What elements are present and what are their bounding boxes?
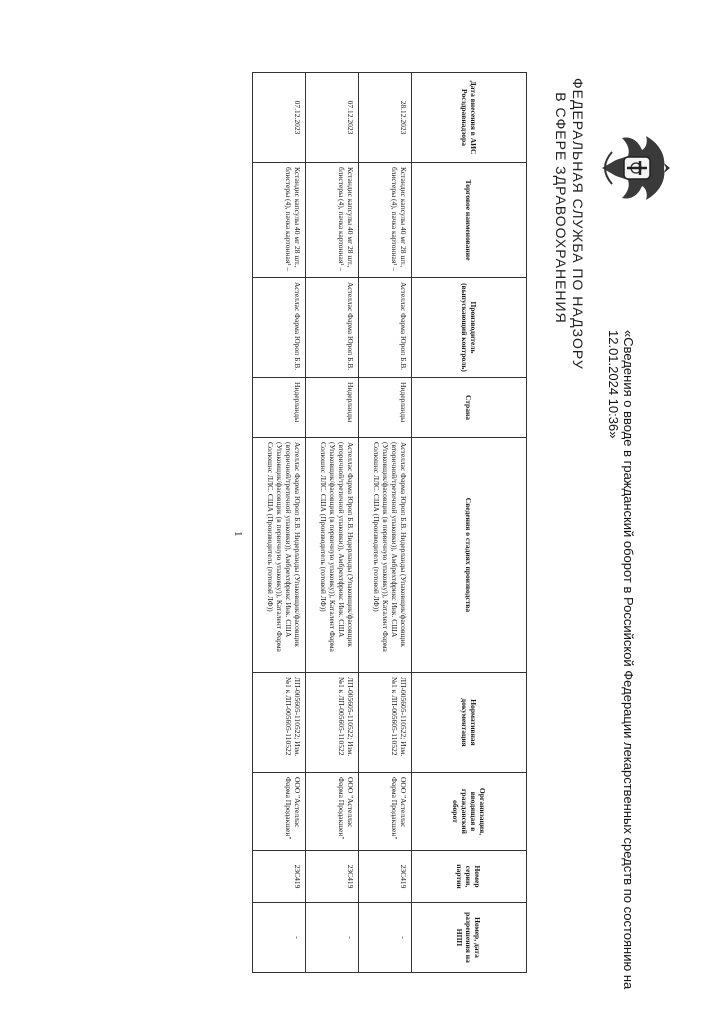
cell-manufacturer: Астеллас Фарма Юроп Б.В. [306, 278, 359, 378]
cell-date: 07.12.2023 [306, 73, 359, 163]
cell-permit: - [306, 903, 359, 973]
cell-organization: ООО "Астеллас Фарма Продакшен" [359, 773, 412, 851]
cell-series: 23C419 [306, 851, 359, 903]
cell-series: 23C419 [253, 851, 306, 903]
cell-date: 07.12.2023 [253, 73, 306, 163]
cell-date: 28.12.2023 [359, 73, 412, 163]
document-title: «Сведения о вводе в гражданский оборот в Российской Федерации лекарственных средств по состоянию на 12.01.2024 10:36» [606, 330, 636, 990]
header-country: Страна [412, 378, 527, 438]
header-date: Дата внесения в АИС Росздравнадзора [412, 73, 527, 163]
cell-country: Нидерланды [359, 378, 412, 438]
header-manufacturer: Производитель (выпускающий контроль) [412, 278, 527, 378]
cell-trade-name: Кстандис капсулы 40 мг 28 шт., блистеры (4), пачка картонная¹ – [306, 163, 359, 278]
double-headed-eagle-emblem-icon [594, 130, 676, 206]
header-permit: Номер, дата разрешения на НПП [412, 903, 527, 973]
cell-organization: ООО "Астеллас Фарма Продакшен" [306, 773, 359, 851]
header-organization: Организация, вводящая в гражданский оборот [412, 773, 527, 851]
cell-series: 23C419 [359, 851, 412, 903]
cell-organization: ООО "Астеллас Фарма Продакшен" [253, 773, 306, 851]
agency-name-line-2: В СФЕРЕ ЗДРАВООХРАНЕНИЯ [553, 92, 569, 324]
cell-manufacturer: Астеллас Фарма Юроп Б.В. [253, 278, 306, 378]
agency-name [552, 78, 586, 370]
table-row [359, 73, 412, 973]
cell-trade-name: Кстандис капсулы 40 мг 28 шт., блистеры (4), пачка картонная¹ – [253, 163, 306, 278]
agency-name-line-1: ФЕДЕРАЛЬНАЯ СЛУЖБА ПО НАДЗОРУ [570, 78, 586, 370]
cell-manufacturer: Астеллас Фарма Юроп Б.В. [359, 278, 412, 378]
header-normative: Нормативная документация [412, 673, 527, 773]
cell-trade-name: Кстандис капсулы 40 мг 28 шт., блистеры (4), пачка картонная¹ – [359, 163, 412, 278]
table-row [306, 73, 359, 973]
cell-stages: Астеллас Фарма Юроп Б.В. Нидерланды (Упаковщик/фасовщик (вторичной/третичной упаковки)), Амбрехтфрикс Инк. США (Упаковщик/фасовщик (в первичную упаковку)), Каталент Фарма Солюшнс ЛЛС. США (Производитель (готовой ЛФ)) [359, 438, 412, 673]
cell-permit: - [253, 903, 306, 973]
cell-country: Нидерланды [306, 378, 359, 438]
header-trade-name: Торговое наименование [412, 163, 527, 278]
cell-normative: ЛП-005605-110522; Изм. №1 к ЛП-005605-110522 [253, 673, 306, 773]
cell-normative: ЛП-005605-110522; Изм. №1 к ЛП-005605-110522 [359, 673, 412, 773]
page-number: 1 [232, 531, 244, 537]
table-row [253, 73, 306, 973]
medicines-table [252, 72, 527, 973]
header-series: Номер серии, партии [412, 851, 527, 903]
cell-normative: ЛП-005605-110522; Изм. №1 к ЛП-005605-110522 [306, 673, 359, 773]
cell-stages: Астеллас Фарма Юроп Б.В. Нидерланды (Упаковщик/фасовщик (вторичной/третичной упаковки)), Амбрехтфрикс Инк. США (Упаковщик/фасовщик (в первичную упаковку)), Каталент Фарма Солюшнс ЛЛС. США (Производитель (готовой ЛФ)) [253, 438, 306, 673]
table-header-row [412, 73, 527, 973]
header-stages: Сведения о стадиях производства [412, 438, 527, 673]
cell-country: Нидерланды [253, 378, 306, 438]
cell-stages: Астеллас Фарма Юроп Б.В. Нидерланды (Упаковщик/фасовщик (вторичной/третичной упаковки)), Амбрехтфрикс Инк. США (Упаковщик/фасовщик (в первичную упаковку)), Каталент Фарма Солюшнс ЛЛС. США (Производитель (готовой ЛФ)) [306, 438, 359, 673]
cell-permit: - [359, 903, 412, 973]
